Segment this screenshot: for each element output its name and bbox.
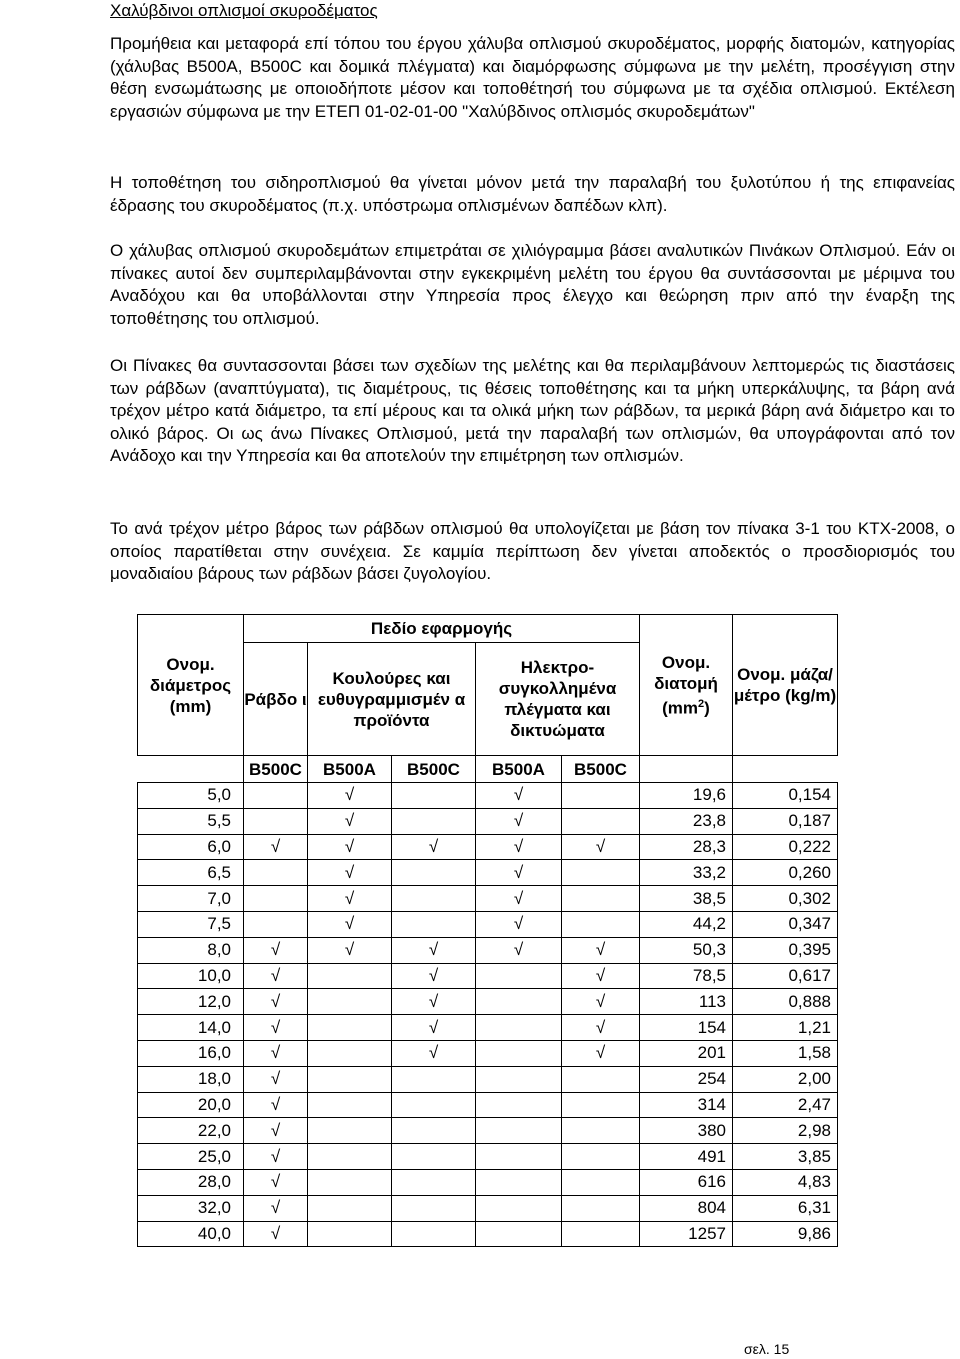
empty-cell xyxy=(308,1015,392,1041)
check-mark-cell: √ xyxy=(476,911,562,937)
check-mark-cell: √ xyxy=(244,963,308,989)
area-cell: 154 xyxy=(640,1015,733,1041)
grade-blank-cell xyxy=(640,756,733,783)
empty-cell xyxy=(562,1221,640,1247)
mass-cell: 0,154 xyxy=(733,783,838,809)
paragraph-weight: Το ανά τρέχον μέτρο βάρος των ράβδων οπλισμού θα υπολογίζεται με βάση τον πίνακα 3-1 του ΚΤΧ-2008, ο οποίος παρατίθεται στην συνέχεια. Σε καμμία περίπτωση δεν γίνεται αποδεκτός ο προσδιορισμός του μοναδιαίου βάρους των ράβδων βάσει ζυγολογίου. xyxy=(110,519,955,584)
mass-cell: 2,47 xyxy=(733,1092,838,1118)
empty-cell xyxy=(308,1221,392,1247)
diameter-cell: 8,0 xyxy=(138,937,244,963)
grade-cell: B500C xyxy=(244,756,308,783)
check-mark-cell: √ xyxy=(392,834,476,860)
check-mark-cell: √ xyxy=(244,1040,308,1066)
empty-cell xyxy=(476,1092,562,1118)
area-cell: 19,6 xyxy=(640,783,733,809)
check-mark-cell: √ xyxy=(308,911,392,937)
diameter-cell: 25,0 xyxy=(138,1144,244,1170)
section-heading: Χαλύβδινοι οπλισμοί σκυροδέματος xyxy=(110,1,378,20)
empty-cell xyxy=(562,911,640,937)
grade-cell: B500C xyxy=(562,756,640,783)
empty-cell xyxy=(476,989,562,1015)
check-mark-cell: √ xyxy=(562,963,640,989)
empty-cell xyxy=(308,1118,392,1144)
page-number: σελ. 15 xyxy=(744,1341,790,1357)
mass-cell: 0,187 xyxy=(733,808,838,834)
diameter-cell: 12,0 xyxy=(138,989,244,1015)
table-row xyxy=(138,1092,838,1118)
header-area: Ονομ. διατομή $(mm^2)$ xyxy=(640,615,733,756)
table-row xyxy=(138,834,838,860)
table-row xyxy=(138,860,838,886)
empty-cell xyxy=(308,1144,392,1170)
table-row xyxy=(138,783,838,809)
grade-cell: B500C xyxy=(392,756,476,783)
table-row xyxy=(138,1221,838,1247)
check-mark-cell: √ xyxy=(244,1144,308,1170)
diameter-cell: 6,0 xyxy=(138,834,244,860)
table-row xyxy=(138,1118,838,1144)
empty-cell xyxy=(562,1169,640,1195)
check-mark-cell: √ xyxy=(308,834,392,860)
area-cell: 23,8 xyxy=(640,808,733,834)
area-cell: 1257 xyxy=(640,1221,733,1247)
mass-cell: 9,86 xyxy=(733,1221,838,1247)
area-cell: 254 xyxy=(640,1066,733,1092)
area-cell: 78,5 xyxy=(640,963,733,989)
diameter-cell: 6,5 xyxy=(138,860,244,886)
table-row xyxy=(138,808,838,834)
empty-cell xyxy=(308,1169,392,1195)
check-mark-cell: √ xyxy=(308,937,392,963)
area-cell: 380 xyxy=(640,1118,733,1144)
area-cell: 804 xyxy=(640,1195,733,1221)
grade-blank-cell xyxy=(138,756,244,783)
empty-cell xyxy=(244,860,308,886)
check-mark-cell: √ xyxy=(308,783,392,809)
check-mark-cell: √ xyxy=(244,989,308,1015)
check-mark-cell: √ xyxy=(244,1066,308,1092)
header-diameter: Ονομ. διάμετρος (mm) xyxy=(138,615,244,756)
empty-cell xyxy=(392,911,476,937)
area-cell: 50,3 xyxy=(640,937,733,963)
table-row xyxy=(138,886,838,912)
mass-cell: 3,85 xyxy=(733,1144,838,1170)
empty-cell xyxy=(244,911,308,937)
mass-cell: 6,31 xyxy=(733,1195,838,1221)
check-mark-cell: √ xyxy=(308,886,392,912)
area-cell: 616 xyxy=(640,1169,733,1195)
empty-cell xyxy=(562,1144,640,1170)
check-mark-cell: √ xyxy=(476,808,562,834)
area-cell: 28,3 xyxy=(640,834,733,860)
empty-cell xyxy=(392,1144,476,1170)
table-row xyxy=(138,1195,838,1221)
empty-cell xyxy=(392,783,476,809)
empty-cell xyxy=(392,1195,476,1221)
empty-cell xyxy=(392,860,476,886)
empty-cell xyxy=(562,1195,640,1221)
diameter-cell: 7,5 xyxy=(138,911,244,937)
area-cell: 38,5 xyxy=(640,886,733,912)
grade-cell: B500A xyxy=(308,756,392,783)
empty-cell xyxy=(476,1195,562,1221)
empty-cell xyxy=(308,1066,392,1092)
diameter-cell: 28,0 xyxy=(138,1169,244,1195)
area-cell: 113 xyxy=(640,989,733,1015)
empty-cell xyxy=(244,783,308,809)
paragraph-placement: Η τοποθέτηση του σιδηροπλισμού θα γίνεται μόνον μετά την παραλαβή του ξυλοτύπου ή της επιφανείας έδρασης του σκυροδέματος (π.χ. υπόστρωμα οπλισμένων δαπέδων κλπ). xyxy=(110,173,955,215)
check-mark-cell: √ xyxy=(244,937,308,963)
check-mark-cell: √ xyxy=(308,808,392,834)
rebar-table xyxy=(137,614,838,1247)
check-mark-cell: √ xyxy=(392,963,476,989)
mass-cell: 0,395 xyxy=(733,937,838,963)
table-row xyxy=(138,1169,838,1195)
check-mark-cell: √ xyxy=(244,1169,308,1195)
empty-cell xyxy=(562,1066,640,1092)
check-mark-cell: √ xyxy=(392,1015,476,1041)
grade-blank-cell xyxy=(733,756,838,783)
mass-cell: 0,888 xyxy=(733,989,838,1015)
table-row xyxy=(138,911,838,937)
empty-cell xyxy=(392,1092,476,1118)
empty-cell xyxy=(476,1015,562,1041)
table-row xyxy=(138,1015,838,1041)
diameter-cell: 16,0 xyxy=(138,1040,244,1066)
check-mark-cell: √ xyxy=(244,1092,308,1118)
empty-cell xyxy=(308,1092,392,1118)
diameter-cell: 10,0 xyxy=(138,963,244,989)
table-row xyxy=(138,1066,838,1092)
diameter-cell: 22,0 xyxy=(138,1118,244,1144)
mass-cell: 1,58 xyxy=(733,1040,838,1066)
check-mark-cell: √ xyxy=(562,1040,640,1066)
header-mass: Ονομ. μάζα/ μέτρο (kg/m) xyxy=(733,615,838,756)
empty-cell xyxy=(476,1040,562,1066)
empty-cell xyxy=(308,1040,392,1066)
mass-cell: 0,347 xyxy=(733,911,838,937)
area-cell: 33,2 xyxy=(640,860,733,886)
diameter-cell: 32,0 xyxy=(138,1195,244,1221)
check-mark-cell: √ xyxy=(392,937,476,963)
rebar-table-body xyxy=(138,783,838,1247)
check-mark-cell: √ xyxy=(244,1195,308,1221)
check-mark-cell: √ xyxy=(562,937,640,963)
diameter-cell: 5,0 xyxy=(138,783,244,809)
empty-cell xyxy=(308,1195,392,1221)
header-bars: Ράβδο ι xyxy=(244,643,308,756)
empty-cell xyxy=(308,963,392,989)
empty-cell xyxy=(392,1221,476,1247)
empty-cell xyxy=(562,1118,640,1144)
mass-cell: 0,222 xyxy=(733,834,838,860)
table-row xyxy=(138,1040,838,1066)
header-mesh: Ηλεκτρο- συγκολλημένα πλέγματα και δικτυώματα xyxy=(476,643,640,756)
empty-cell xyxy=(562,1092,640,1118)
mass-cell: 1,21 xyxy=(733,1015,838,1041)
area-cell: 201 xyxy=(640,1040,733,1066)
empty-cell xyxy=(244,886,308,912)
area-cell: 491 xyxy=(640,1144,733,1170)
empty-cell xyxy=(476,1066,562,1092)
check-mark-cell: √ xyxy=(392,989,476,1015)
check-mark-cell: √ xyxy=(476,886,562,912)
paragraph-supply: Προμήθεια και μεταφορά επί τόπου του έργου χάλυβα οπλισμού σκυροδέματος, μορφής διατομών, κατηγορίας (χάλυβας B500A, B500C και δομικά πλέγματα) και διαμόρφωσης σύμφωνα με την μελέτη, προσέγγιση στην θέση ενσωμάτωσης με οποιοδήποτε μέσον και τοποθέτησή του σύμφωνα με τα σχέδια οπλισμού. Εκτέλεση εργασιών σύμφωνα με την ΕΤΕΠ 01-02-01-00 "Χαλύβδινος οπλισμός σκυροδεμάτων" xyxy=(110,34,955,121)
empty-cell xyxy=(308,989,392,1015)
check-mark-cell: √ xyxy=(244,1015,308,1041)
empty-cell xyxy=(392,1066,476,1092)
empty-cell xyxy=(562,783,640,809)
empty-cell xyxy=(392,1169,476,1195)
paragraph-measurement: Ο χάλυβας οπλισμού σκυροδεμάτων επιμετράται σε χιλιόγραμμα βάσει αναλυτικών Πινάκων Οπλισμού. Εάν οι πίνακες αυτοί δεν συμπεριλαμβάνονται στην εγκεκριμένη μελέτη του έργου θα συντάσσονται με μέριμνα του Αναδόχου και θα υποβάλλονται στην Υπηρεσία προς έλεγχο και θεώρηση πριν από την έναρξη της τοποθέτησης του οπλισμού. xyxy=(110,241,955,328)
table-row xyxy=(138,989,838,1015)
empty-cell xyxy=(244,808,308,834)
check-mark-cell: √ xyxy=(244,834,308,860)
diameter-cell: 5,5 xyxy=(138,808,244,834)
empty-cell xyxy=(392,886,476,912)
check-mark-cell: √ xyxy=(244,1221,308,1247)
check-mark-cell: √ xyxy=(244,1118,308,1144)
diameter-cell: 20,0 xyxy=(138,1092,244,1118)
diameter-cell: 7,0 xyxy=(138,886,244,912)
grade-cell: B500A xyxy=(476,756,562,783)
mass-cell: 0,260 xyxy=(733,860,838,886)
diameter-cell: 18,0 xyxy=(138,1066,244,1092)
grade-row xyxy=(138,756,838,783)
paragraph-tables: Οι Πίνακες θα συντασσονται βάσει των σχεδίων της μελέτης και θα περιλαμβάνουν λεπτομερώς τις διαστάσεις των ράβδων (αναπτύγματα), τις διαμέτρους, τις θέσεις τοποθέτησης και τα μήκη υπερκάλυψης, τα βάρη ανά τρέχον μέτρο κατά διάμετρο, τα επί μέρους και τα ολικά μήκη των ράβδων, τα μερικά βάρη ανά διάμετρο και το ολικό βάρος. Οι ως άνω Πίνακες Οπλισμού, μετά την παραλαβή των οπλισμών, θα υπογράφονται από τον Ανάδοχο και την Υπηρεσία και θα αποτελούν την επιμέτρηση των οπλισμών. xyxy=(110,356,955,466)
table-row xyxy=(138,937,838,963)
check-mark-cell: √ xyxy=(562,1015,640,1041)
empty-cell xyxy=(476,1221,562,1247)
empty-cell xyxy=(562,886,640,912)
empty-cell xyxy=(476,1144,562,1170)
check-mark-cell: √ xyxy=(562,834,640,860)
table-row xyxy=(138,1144,838,1170)
mass-cell: 0,617 xyxy=(733,963,838,989)
area-cell: 314 xyxy=(640,1092,733,1118)
empty-cell xyxy=(562,860,640,886)
area-cell: 44,2 xyxy=(640,911,733,937)
mass-cell: 0,302 xyxy=(733,886,838,912)
check-mark-cell: √ xyxy=(476,937,562,963)
mass-cell: 4,83 xyxy=(733,1169,838,1195)
empty-cell xyxy=(476,963,562,989)
check-mark-cell: √ xyxy=(476,860,562,886)
empty-cell xyxy=(476,1118,562,1144)
check-mark-cell: √ xyxy=(562,989,640,1015)
check-mark-cell: √ xyxy=(476,834,562,860)
check-mark-cell: √ xyxy=(308,860,392,886)
table-row xyxy=(138,963,838,989)
diameter-cell: 14,0 xyxy=(138,1015,244,1041)
header-application-field: Πεδίο εφαρμογής xyxy=(244,615,640,643)
empty-cell xyxy=(476,1169,562,1195)
check-mark-cell: √ xyxy=(392,1040,476,1066)
mass-cell: 2,98 xyxy=(733,1118,838,1144)
empty-cell xyxy=(392,808,476,834)
mass-cell: 2,00 xyxy=(733,1066,838,1092)
header-coils: Κουλούρες και ευθυγραμμισμέν α προϊόντα xyxy=(308,643,476,756)
empty-cell xyxy=(562,808,640,834)
empty-cell xyxy=(392,1118,476,1144)
check-mark-cell: √ xyxy=(476,783,562,809)
diameter-cell: 40,0 xyxy=(138,1221,244,1247)
